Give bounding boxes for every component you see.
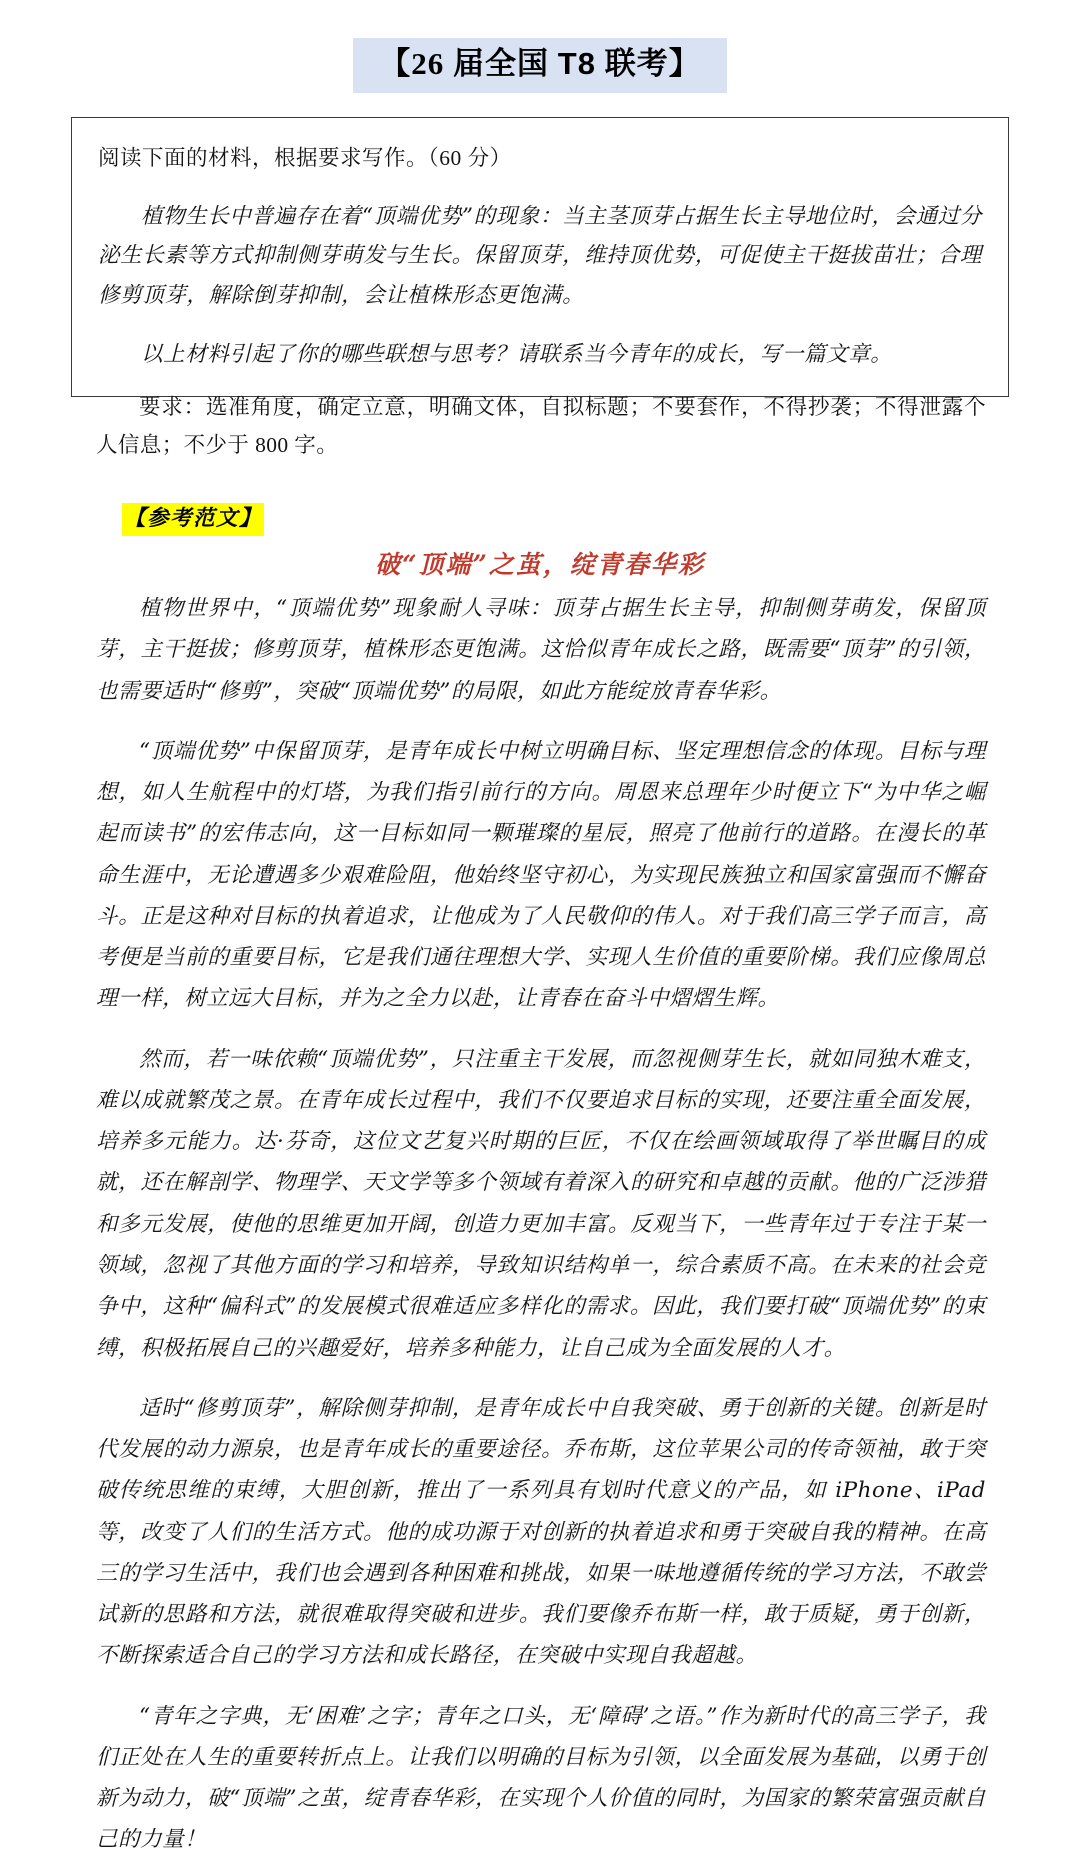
essay-paragraph-5: “青年之字典，无‘困难’之字；青年之口头，无‘障碍’之语。”作为新时代的高三学子，我们正处在人生的重要转折点上。让我们以明确的目标为引领，以全面发展为基础，以勇于创新为动力，破“顶端”之茧，绽青春华彩，在实现个人价值的同时，为国家的繁荣富强贡献自己的力量！ xyxy=(96,1703,986,1853)
banner-text-suffix: 联考】 xyxy=(595,46,701,81)
banner-text-prefix: 【26 xyxy=(379,46,454,81)
banner-text-latin: T8 xyxy=(557,46,596,81)
writing-prompt-line: 阅读下面的材料，根据要求写作。（60 分） xyxy=(98,146,512,170)
essay-paragraph-1: 植物世界中，“顶端优势”现象耐人寻味：顶芽占据生长主导，抑制侧芽萌发，保留顶芽，主干挺拔；修剪顶芽，植株形态更饱满。这恰似青年成长之路，既需要“顶芽”的引领，也需要适时“修剪”，突破“顶端优势”的局限，如此方能绽放青春华彩。 xyxy=(96,596,986,704)
reference-label-container xyxy=(122,503,264,536)
material-paragraph-2: 以上材料引起了你的哪些联想与思考？请联系当今青年的成长，写一篇文章。 xyxy=(141,341,893,367)
title-banner-container xyxy=(0,38,1080,93)
essay-paragraph-4: 适时“修剪顶芽”，解除侧芽抑制，是青年成长中自我突破、勇于创新的关键。创新是时代发展的动力源泉，也是青年成长的重要途径。乔布斯，这位苹果公司的传奇领袖，敢于突破传统思维的束缚，大胆创新，推出了一系列具有划时代意义的产品，如 iPhone、iPad 等，改变了人们的生活方式。他的成功源于对创新的执着追求和勇于突破自我的精神。在高三的学习生活中，我们也会遇到各种困难和挑战，如果一味地遵循传统的学习方法，不敢尝试新的思路和方法，就很难取得突破和进步。我们要像乔布斯一样，敢于质疑，勇于创新，不断探索适合自己的学习方法和成长路径，在突破中实现自我超越。 xyxy=(96,1395,986,1669)
material-paragraph-1: 植物生长中普遍存在着“顶端优势”的现象：当主茎顶芽占据生长主导地位时，会通过分泌生长素等方式抑制侧芽萌发与生长。保留顶芽，维持顶优势，可促使主干挺拔苗壮；合理修剪顶芽，解除倒芽抑制，会让植株形态更饱满。 xyxy=(98,204,983,308)
essay-body xyxy=(96,588,986,1861)
exam-title-banner xyxy=(353,38,726,93)
banner-text-mid: 届全国 xyxy=(453,46,558,81)
reference-essay-label: 【参考范文】 xyxy=(122,503,264,536)
essay-paragraph-2: “顶端优势”中保留顶芽，是青年成长中树立明确目标、坚定理想信念的体现。目标与理想，如人生航程中的灯塔，为我们指引前行的方向。周恩来总理年少时便立下“为中华之崛起而读书”的宏伟志向，这一目标如同一颗璀璨的星辰，照亮了他前行的道路。在漫长的革命生涯中，无论遭遇多少艰难险阻，他始终坚守初心，为实现民族独立和国家富强而不懈奋斗。正是这种对目标的执着追求，让他成为了人民敬仰的伟人。对于我们高三学子而言，高考便是当前的重要目标，它是我们通往理想大学、实现人生价值的重要阶梯。我们应像周总理一样，树立远大目标，并为之全力以赴，让青春在奋斗中熠熠生辉。 xyxy=(96,738,986,1012)
requirements-text: 要求：选准角度，确定立意，明确文体，自拟标题；不要套作，不得抄袭；不得泄露个人信息；不少于 800 字。 xyxy=(96,395,986,458)
essay-paragraph-3: 然而，若一味依赖“顶端优势”，只注重主干发展，而忽视侧芽生长，就如同独木难支，难以成就繁茂之景。在青年成长过程中，我们不仅要追求目标的实现，还要注重全面发展，培养多元能力。达·芬奇，这位文艺复兴时期的巨匠，不仅在绘画领域取得了举世瞩目的成就，还在解剖学、物理学、天文学等多个领域有着深入的研究和卓越的贡献。他的广泛涉猎和多元发展，使他的思维更加开阔，创造力更加丰富。反观当下，一些青年过于专注于某一领域，忽视了其他方面的学习和培养，导致知识结构单一，综合素质不高。在未来的社会竞争中，这种“偏科式”的发展模式很难适应多样化的需求。因此，我们要打破“顶端优势”的束缚，积极拓展自己的兴趣爱好，培养多种能力，让自己成为全面发展的人才。 xyxy=(96,1046,986,1361)
essay-title: 破“顶端”之茧，绽青春华彩 xyxy=(375,550,705,579)
material-box xyxy=(71,117,1009,397)
